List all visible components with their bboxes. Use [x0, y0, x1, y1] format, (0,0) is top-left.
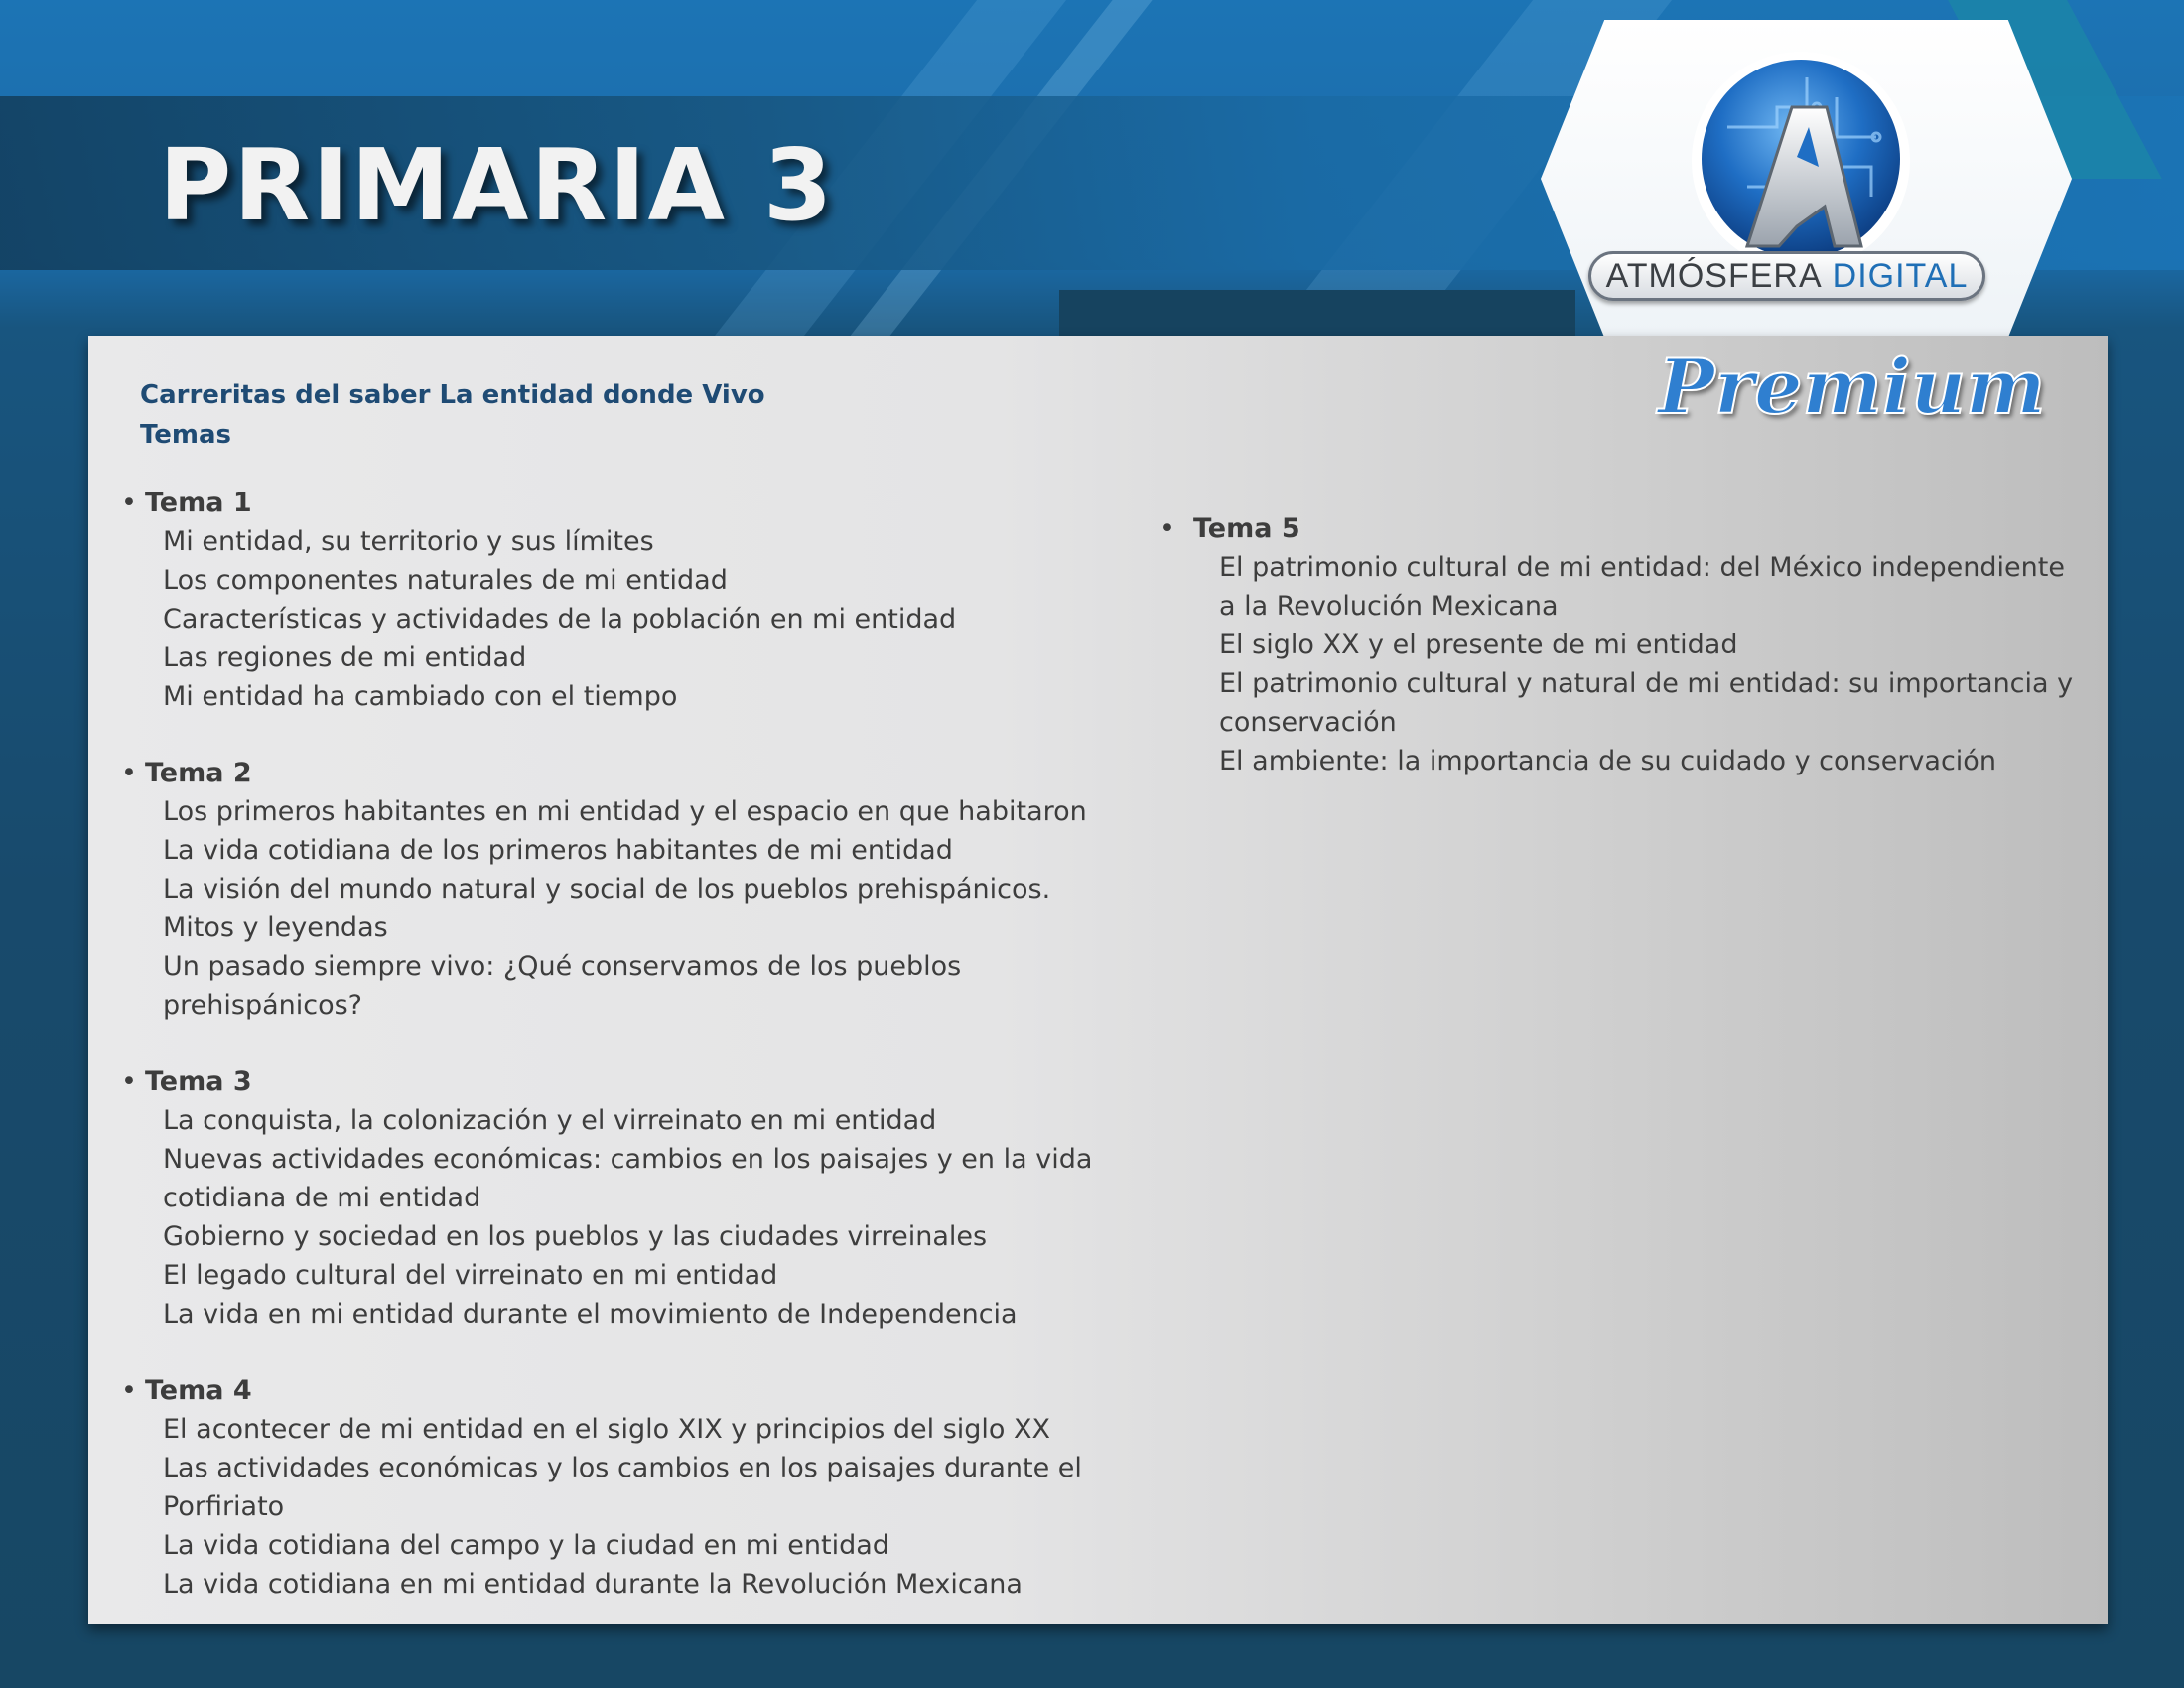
bullet: • [121, 758, 137, 788]
section-heading: Carreritas del saber La entidad donde Vivo [140, 380, 765, 410]
tema-block [121, 1371, 1114, 1604]
tema-item-list [121, 792, 1114, 1025]
tema-title: • Tema 4 [121, 1375, 252, 1406]
tema-item: Los componentes naturales de mi entidad [163, 565, 728, 596]
tema-block [121, 754, 1114, 1025]
tema-item-list [121, 522, 1114, 716]
tema-item: La vida en mi entidad durante el movimiento de Independencia [163, 1299, 1018, 1330]
tema-title: • Tema 2 [121, 758, 252, 788]
page-title: PRIMARIA 3 [159, 127, 835, 243]
tema-item: Las actividades económicas y los cambios en los paisajes durante el Porfiriato [163, 1453, 1082, 1522]
premium-tagline: Premium [1658, 343, 2046, 431]
tema-item: Mi entidad, su territorio y sus límites [163, 526, 654, 557]
tema-item: El patrimonio cultural de mi entidad: del México independiente a la Revolución Mexicana [1219, 552, 2065, 622]
tema-item: El legado cultural del virreinato en mi entidad [163, 1260, 778, 1291]
brand-name-part2: DIGITAL [1832, 256, 1969, 295]
tema-item: El ambiente: la importancia de su cuidado y conservación [1219, 746, 1996, 776]
tema-item: Nuevas actividades económicas: cambios en los paisajes y en la vida cotidiana de mi entidad [163, 1144, 1093, 1213]
bullet: • [121, 488, 137, 518]
tema-item: Mitos y leyendas [163, 913, 388, 943]
tema-item: La conquista, la colonización y el virreinato en mi entidad [163, 1105, 937, 1136]
tema-title: • Tema 3 [121, 1066, 252, 1097]
section-subheading: Temas [140, 420, 232, 450]
tema-title: • Tema 5 [1160, 513, 1300, 544]
bullet: • [121, 1066, 137, 1097]
tema-block [121, 484, 1114, 716]
tema-title: • Tema 1 [121, 488, 252, 518]
brand-name-part1: ATMÓSFERA [1605, 256, 1823, 295]
tema-item: El patrimonio cultural y natural de mi entidad: su importancia y conservación [1219, 668, 2074, 738]
tema-item: Mi entidad ha cambiado con el tiempo [163, 681, 678, 712]
bullet: • [121, 1375, 137, 1406]
globe-a-logo-icon [1688, 48, 1914, 274]
tema-item: El acontecer de mi entidad en el siglo XIX y principios del siglo XX [163, 1414, 1050, 1445]
bullet: • [1160, 513, 1175, 544]
tema-item: Las regiones de mi entidad [163, 642, 527, 673]
tema-item: El siglo XX y el presente de mi entidad [1219, 630, 1738, 660]
tema-item: Características y actividades de la población en mi entidad [163, 604, 957, 634]
tema-item: Un pasado siempre vivo: ¿Qué conservamos de los pueblos prehispánicos? [163, 951, 962, 1021]
brand-wordmark [1588, 251, 1985, 301]
tema-item: La vida cotidiana en mi entidad durante la Revolución Mexicana [163, 1569, 1023, 1600]
tema-item: Gobierno y sociedad en los pueblos y las ciudades virreinales [163, 1221, 988, 1252]
tema-item: La vida cotidiana de los primeros habitantes de mi entidad [163, 835, 953, 866]
tema-item: La visión del mundo natural y social de los pueblos prehispánicos. [163, 874, 1051, 905]
tema-item-list [1160, 548, 2083, 780]
tema-item: La vida cotidiana del campo y la ciudad en mi entidad [163, 1530, 889, 1561]
tema-block [121, 1062, 1114, 1334]
tema-item-list [121, 1410, 1114, 1604]
tema-item-list [121, 1101, 1114, 1334]
tema-item: Los primeros habitantes en mi entidad y el espacio en que habitaron [163, 796, 1087, 827]
tema-block [1160, 509, 2083, 780]
